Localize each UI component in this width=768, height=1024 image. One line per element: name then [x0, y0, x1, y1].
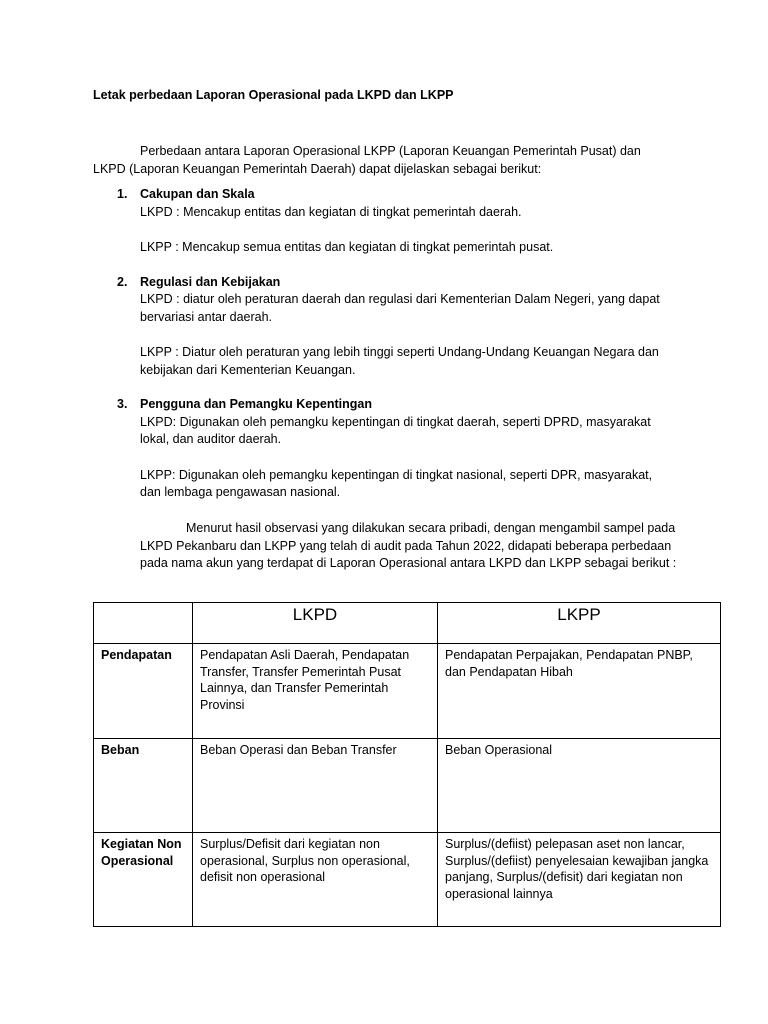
table-row: [94, 644, 721, 739]
list-item: [93, 186, 673, 257]
table-row: [94, 833, 721, 927]
table-header-lkpd: LKPD: [193, 603, 438, 644]
table-row: [94, 739, 721, 833]
table-header-lkpp: LKPP: [438, 603, 721, 644]
numbered-list: [93, 186, 673, 502]
row-label: Beban: [94, 739, 193, 833]
list-item-lkpp-text: LKPP : Diatur oleh peraturan yang lebih tinggi seperti Undang-Undang Keuangan Negara dan kebijakan dari Kementerian Keuangan.: [140, 345, 659, 377]
comparison-table: [93, 602, 721, 927]
document-title: Letak perbedaan Laporan Operasional pada LKPD dan LKPP: [93, 88, 454, 102]
list-item-heading: Regulasi dan Kebijakan: [140, 274, 281, 289]
list-item-heading: Cakupan dan Skala: [140, 187, 255, 201]
list-item-heading: Pengguna dan Pemangku Kepentingan: [140, 397, 372, 411]
closing-paragraph: Menurut hasil observasi yang dilakukan secara pribadi, dengan mengambil sampel pada LKPD Pekanbaru dan LKPP yang telah di audit pada Tahun 2022, didapati beberapa perbedaan pada nama akun yang terdapat di Laporan Operasional antara LKPD dan LKPP sebagai berikut :: [140, 521, 677, 570]
intro-paragraph: Perbedaan antara Laporan Operasional LKPP (Laporan Keuangan Pemerintah Pusat) dan LKPD (Laporan Keuangan Pemerintah Daerah) dapat dijelaskan sebagai berikut:: [93, 144, 641, 176]
lkpp-cell: Pendapatan Perpajakan, Pendapatan PNBP, dan Pendapatan Hibah: [438, 644, 721, 739]
list-item: [93, 274, 673, 380]
lkpd-cell: Beban Operasi dan Beban Transfer: [193, 739, 438, 833]
lkpd-cell: Surplus/Defisit dari kegiatan non operasional, Surplus non operasional, defisit non operasional: [193, 833, 438, 927]
list-item-number: 2.: [117, 274, 128, 289]
list-item-lkpd-text: LKPD : diatur oleh peraturan daerah dan regulasi dari Kementerian Dalam Negeri, yang dapat bervariasi antar daerah.: [140, 292, 660, 324]
list-item-number: 3.: [117, 397, 128, 411]
lkpd-cell: Pendapatan Asli Daerah, Pendapatan Transfer, Transfer Pemerintah Pusat Lainnya, dan Transfer Pemerintah Provinsi: [193, 644, 438, 739]
lkpp-cell: Surplus/(defiist) pelepasan aset non lancar, Surplus/(defiist) penyelesaian kewajiban jangka panjang, Surplus/(defisit) dari kegiatan non operasional lainnya: [438, 833, 721, 927]
table-header-row: [94, 603, 721, 644]
list-item-lkpp-text: LKPP: Digunakan oleh pemangku kepentingan di tingkat nasional, seperti DPR, masyarakat, dan lembaga pengawasan nasional.: [140, 467, 653, 499]
lkpp-cell: Beban Operasional: [438, 739, 721, 833]
row-label: Kegiatan Non Operasional: [94, 833, 193, 927]
list-item: [93, 396, 673, 502]
list-item-number: 1.: [117, 187, 128, 201]
list-item-lkpd-text: LKPD: Digunakan oleh pemangku kepentingan di tingkat daerah, seperti DPRD, masyarakat lokal, dan auditor daerah.: [140, 414, 651, 446]
list-item-lkpd-text: LKPD : Mencakup entitas dan kegiatan di tingkat pemerintah daerah.: [140, 204, 522, 219]
row-label: Pendapatan: [94, 644, 193, 739]
table-header-empty: [94, 603, 193, 644]
list-item-lkpp-text: LKPP : Mencakup semua entitas dan kegiatan di tingkat pemerintah pusat.: [140, 240, 554, 254]
